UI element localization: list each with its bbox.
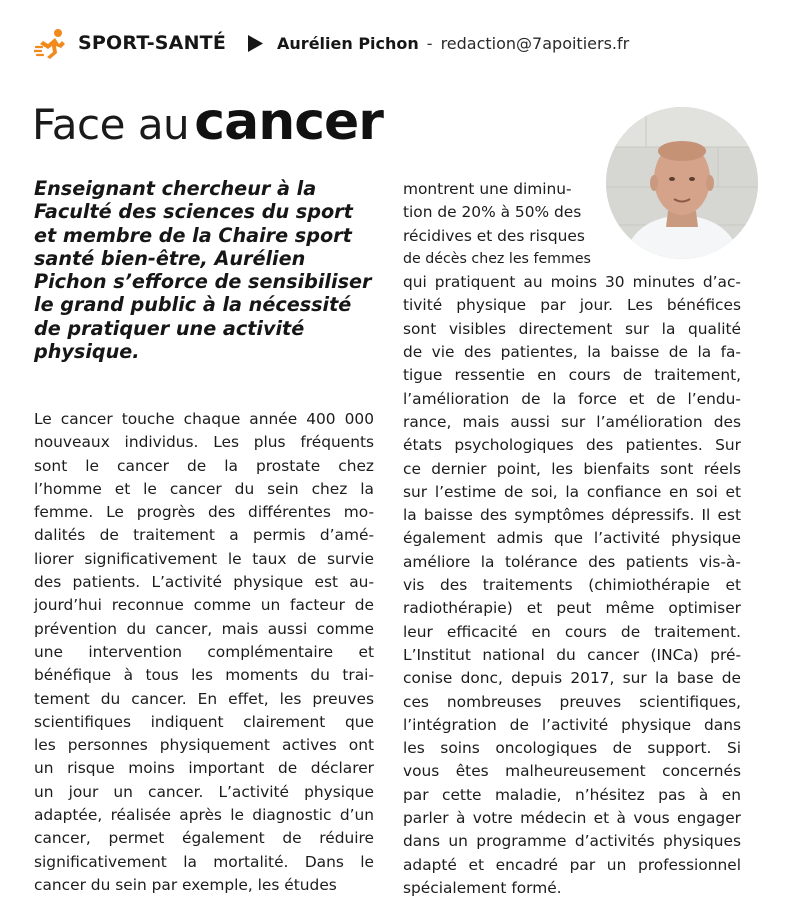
text-line: un jour un cancer. L’activité physique xyxy=(34,782,374,801)
text-line: rance, mais aussi sur l’amélioration des xyxy=(403,412,741,431)
triangle-right-icon xyxy=(248,35,263,52)
text-line: adapté et encadré par un professionnel xyxy=(403,855,741,874)
text-line: de décès chez les femmes xyxy=(403,250,591,267)
text-line: dalités de traitement a permis d’amé- xyxy=(34,526,374,545)
text-line: cancer, permet également de réduire xyxy=(34,829,374,848)
article-title xyxy=(32,92,383,152)
text-line: spécialement formé. xyxy=(403,878,562,897)
header-separator: - xyxy=(426,33,433,53)
text-line: physique. xyxy=(34,340,140,364)
text-line: récidives et des risques xyxy=(403,226,585,245)
text-line: améliore la tolérance des patients vis-à- xyxy=(403,552,741,571)
text-line: et membre de la Chaire sport xyxy=(34,223,352,247)
text-line: par cette maladie, n’hésitez pas à en xyxy=(403,785,741,804)
rubric-label: SPORT-SANTÉ xyxy=(78,32,227,54)
text-line: qui pratiquent au moins 30 minutes d’ac- xyxy=(403,273,741,292)
text-line: la baisse des symptômes dépressifs. Il est xyxy=(403,506,741,525)
text-line: sont visibles directement sur la qualité xyxy=(403,319,741,338)
text-line: radiothérapie) et peut même optimiser xyxy=(403,599,741,618)
text-line: tement du cancer. En effet, les preuves xyxy=(34,689,374,708)
text-line: prévention du cancer, mais aussi comme xyxy=(34,619,374,638)
author-name: Aurélien Pichon xyxy=(277,33,419,53)
text-line: vis des traitements (chimiothérapie et xyxy=(403,576,741,595)
title-bold-part: cancer xyxy=(194,92,383,152)
text-line: l’amélioration de la force et de l’endu- xyxy=(403,389,741,408)
text-line: Le cancer touche chaque année 400 000 xyxy=(34,410,374,428)
article-lead xyxy=(34,177,374,363)
text-line: les soins oncologiques de support. Si xyxy=(403,739,741,758)
text-line: significativement la mortalité. Dans le xyxy=(34,852,374,871)
text-line: Enseignant chercheur à la xyxy=(34,177,317,200)
text-line: Pichon s’efforce de sensibiliser xyxy=(34,270,372,294)
text-line: l’intégration de l’activité physique dans xyxy=(403,715,741,734)
text-line: ces nombreuses preuves scientifiques, xyxy=(403,692,741,711)
text-line: conise donc, depuis 2017, sur la base de xyxy=(403,669,741,688)
text-line: une intervention complémentaire et xyxy=(34,642,374,661)
text-line: tigue ressentie en cours de traitement, xyxy=(403,366,741,385)
text-line: scientifiques indiquent clairement que xyxy=(34,712,374,731)
text-line: sont le cancer de la prostate chez xyxy=(34,456,374,475)
author-email[interactable]: redaction@7apoitiers.fr xyxy=(440,33,630,53)
text-line: santé bien-être, Aurélien xyxy=(34,246,306,270)
text-line: états psychologiques des patientes. Sur xyxy=(403,436,741,455)
text-line: Faculté des sciences du sport xyxy=(34,200,353,224)
article-header xyxy=(34,26,629,60)
text-line: parler à votre médecin et à vous engager xyxy=(403,809,741,828)
text-line: les personnes physiquement actives ont xyxy=(34,736,374,755)
text-line: L’Institut national du cancer (INCa) pré- xyxy=(403,645,741,664)
text-line: tion de 20% à 50% des xyxy=(403,203,582,222)
text-line: sur l’estime de soi, la confiance en soi et xyxy=(403,482,741,501)
text-line: tivité physique par jour. Les bénéfices xyxy=(403,296,741,315)
text-line: cancer du sein par exemple, les études xyxy=(34,875,337,894)
body-column-right xyxy=(403,178,741,900)
text-line: de vie des patientes, la baisse de la fa- xyxy=(403,343,741,362)
text-line: vous êtes malheureusement concernés xyxy=(403,762,741,781)
title-light-part: Face au xyxy=(32,100,190,149)
text-line: nouveaux individus. Les plus fréquents xyxy=(34,433,374,452)
text-line: ce dernier point, les bienfaits sont réels xyxy=(403,459,741,478)
text-line: leur efficacité en cours de traitement. xyxy=(403,622,741,641)
text-line: femme. Le progrès des différentes mo- xyxy=(34,503,374,522)
text-line: également admis que l’activité physique xyxy=(403,529,741,548)
text-line: de pratiquer une activité xyxy=(34,316,305,340)
runner-logo-icon xyxy=(34,27,70,59)
text-line: un risque moins important de déclarer xyxy=(34,759,374,778)
text-line: montrent une diminu- xyxy=(403,180,572,198)
text-line: l’homme et le cancer du sein chez la xyxy=(34,479,374,498)
text-line: liorer significativement le taux de survie xyxy=(34,549,374,568)
body-column-left xyxy=(34,408,374,897)
text-line: jourd’hui reconnue comme un facteur de xyxy=(34,596,374,615)
text-line: le grand public à la nécessité xyxy=(34,293,352,317)
text-line: bénéfique à tous les moments du trai- xyxy=(34,666,374,685)
text-line: adaptée, réalisée après le diagnostic d’un xyxy=(34,806,374,825)
text-line: des patients. L’activité physique est au- xyxy=(34,573,374,592)
text-line: dans un programme d’activités physiques xyxy=(403,832,741,851)
